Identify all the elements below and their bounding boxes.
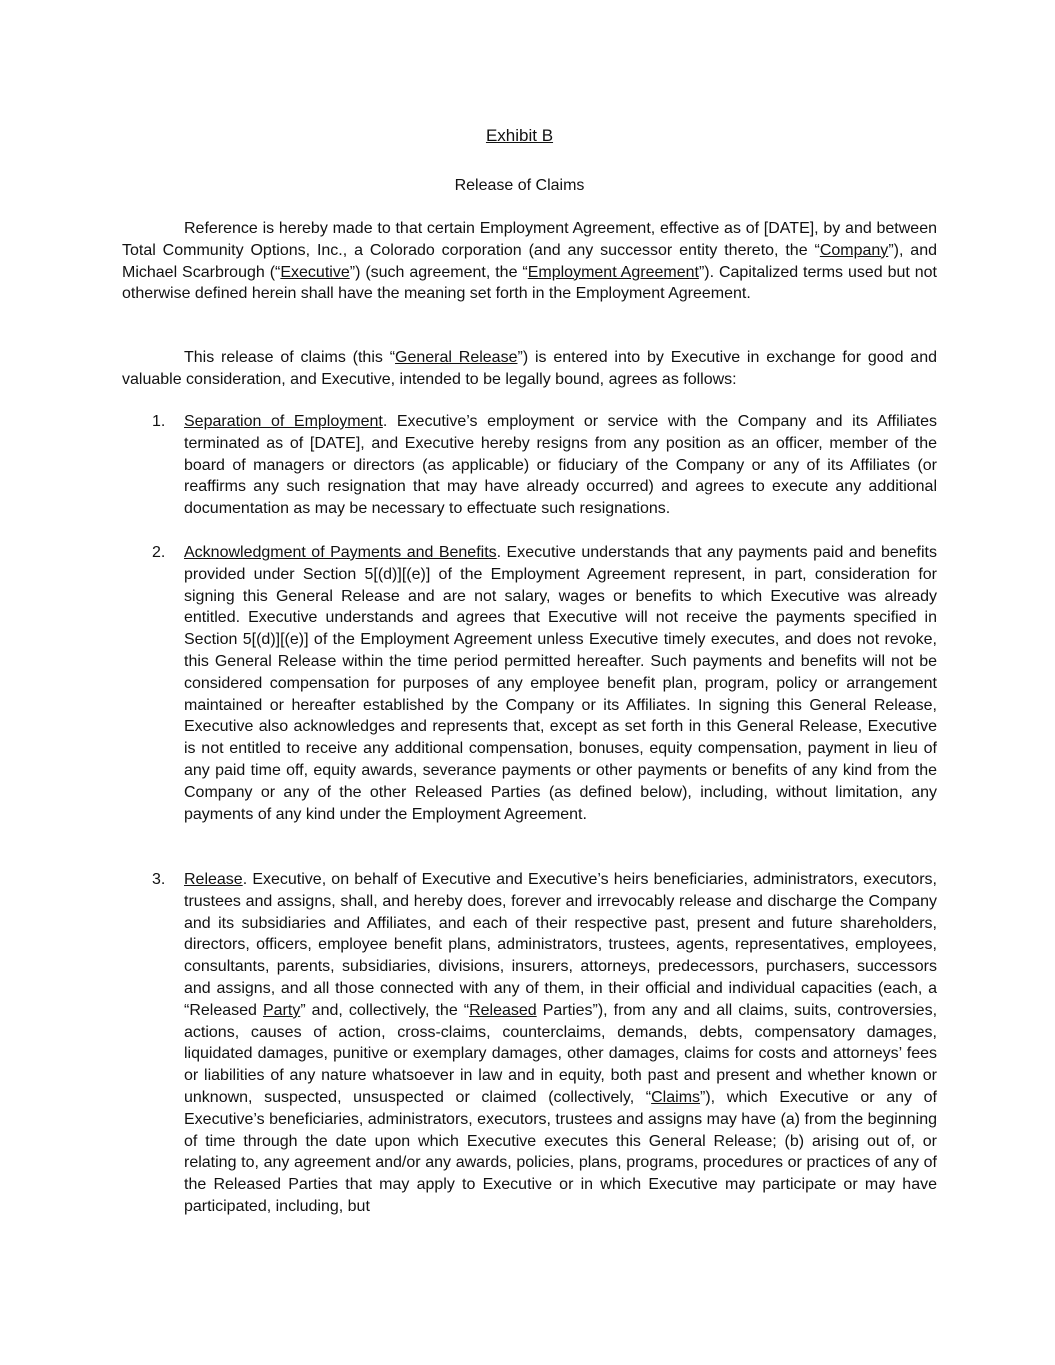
section-text-d: ”), which Executive or any of Executive’s beneficiaries, administrators, executors, trustees and assigns may have (a) from the beginning of time through the date upon which Executive executes this General Release; (b) arising out of, or relating to, any agreement and/or any awards, policies, plans, programs, procedures or practices of any of the Released Parties that may apply to Executive or in which Executive may participate or may have participated, including, but <box>184 1088 937 1215</box>
release-paragraph <box>122 347 937 391</box>
section-number: 1. <box>152 413 166 430</box>
section-body <box>184 869 937 1218</box>
intro-text-1: Reference is hereby made to that certain Employment Agreement, effective as of [DATE], by and between Total Community Options, Inc., a Colorado corporation (and any successor entity thereto, the “ <box>122 220 937 259</box>
section-heading: Acknowledgment of Payments and Benefits <box>184 544 497 561</box>
section-text-a: . Executive, on behalf of Executive and Executive’s heirs beneficiaries, administrators, executors, trustees and assigns, shall, and hereby does, forever and irrevocably release and discharge the Company and its subsidiaries and Affiliates, and each of their respective past, present and future shareholders, directors, officers, employee benefit plans, administrators, trustees, agents, representatives, employees, consultants, parents, subsidiaries, divisions, insurers, attorneys, predecessors, purchasers, successors and assigns, and all those connected with any of them, in their official and individual capacities (each, a “Released <box>184 871 937 1019</box>
intro-text-3: ”) (such agreement, the “ <box>349 263 528 281</box>
general-release-defined-term: General Release <box>395 349 518 366</box>
release-text-1: This release of claims (this “ <box>184 349 396 366</box>
section-number: 2. <box>152 544 166 561</box>
party-defined-term: Party <box>262 1001 301 1019</box>
release-text-2: ”) is entered into by Executive in exchange for good and valuable consideration, and Executive, intended to be legally bound, agrees as follows: <box>122 349 938 388</box>
section-body <box>184 411 937 520</box>
document-subtitle: Release of Claims <box>454 177 585 194</box>
section-text: . Executive’s employment or service with the Company and its Affiliates terminated as of [DATE], and Executive hereby resigns from any position as an officer, member of the board of managers or directors (as applicable) or fiduciary of the Company or any of its Affiliates (or reaffirms any such resignation that may have already occurred) and agrees to execute any additional documentation as may be necessary to effectuate such resignations. <box>184 413 938 518</box>
section-body <box>184 542 937 825</box>
employment-agreement-defined-term: Employment Agreement <box>527 263 699 281</box>
section-heading: Release <box>184 871 243 888</box>
intro-text-2: ”), and Michael Scarbrough (“ <box>122 241 937 281</box>
section-text-c: Parties”), from any and all claims, suits, controversies, actions, causes of action, cross-claims, counterclaims, demands, debts, compensatory damages, liquidated damages, punitive or exemplary damages, other damages, claims for costs and attorneys’ fees or liabilities of any nature whatsoever in law and in equity, both past and present and whether known or unknown, suspected, unsuspected or claimed (collectively, “ <box>184 1001 938 1106</box>
company-defined-term: Company <box>819 241 889 259</box>
section-heading: Separation of Employment <box>184 413 383 430</box>
section-number: 3. <box>152 871 166 888</box>
section-acknowledgment-of-payments <box>122 542 937 825</box>
claims-defined-term: Claims <box>651 1088 701 1106</box>
section-release <box>122 869 937 1218</box>
intro-paragraph <box>122 218 937 305</box>
exhibit-title: Exhibit B <box>485 126 554 145</box>
section-separation-of-employment <box>122 411 937 520</box>
executive-defined-term: Executive <box>280 263 350 281</box>
section-text-b: ” and, collectively, the “ <box>300 1001 470 1019</box>
released-defined-term: Released <box>469 1001 537 1019</box>
intro-text-4: ”). Capitalized terms used but not otherwise defined herein shall have the meaning set forth in the Employment Agreement. <box>122 263 937 303</box>
section-text: . Executive understands that any payments paid and benefits provided under Section 5[(d)][(e)] of the Employment Agreement represent, in part, consideration for signing this General Release and are not salary, wages or benefits to which Executive was already entitled. Executive understands and agrees that Executive will not receive the payments specified in Section 5[(d)][(e)] of the Employment Agreement unless Executive timely executes, and does not revoke, this General Release within the time period permitted hereafter. Such payments and benefits will not be considered compensation for purposes of any employee benefit plan, program, policy or arrangement maintained or hereafter established by the Company or its Affiliates. In signing this General Release, Executive also acknowledges and represents that, except as set forth in this General Release, Executive is not entitled to receive any additional compensation, bonuses, equity compensation, payment in lieu of any paid time off, equity awards, severance payments or other payments or benefits of any kind from the Company or any of the other Released Parties (as defined below), including, without limitation, any payments of any kind under the Employment Agreement. <box>184 544 937 823</box>
